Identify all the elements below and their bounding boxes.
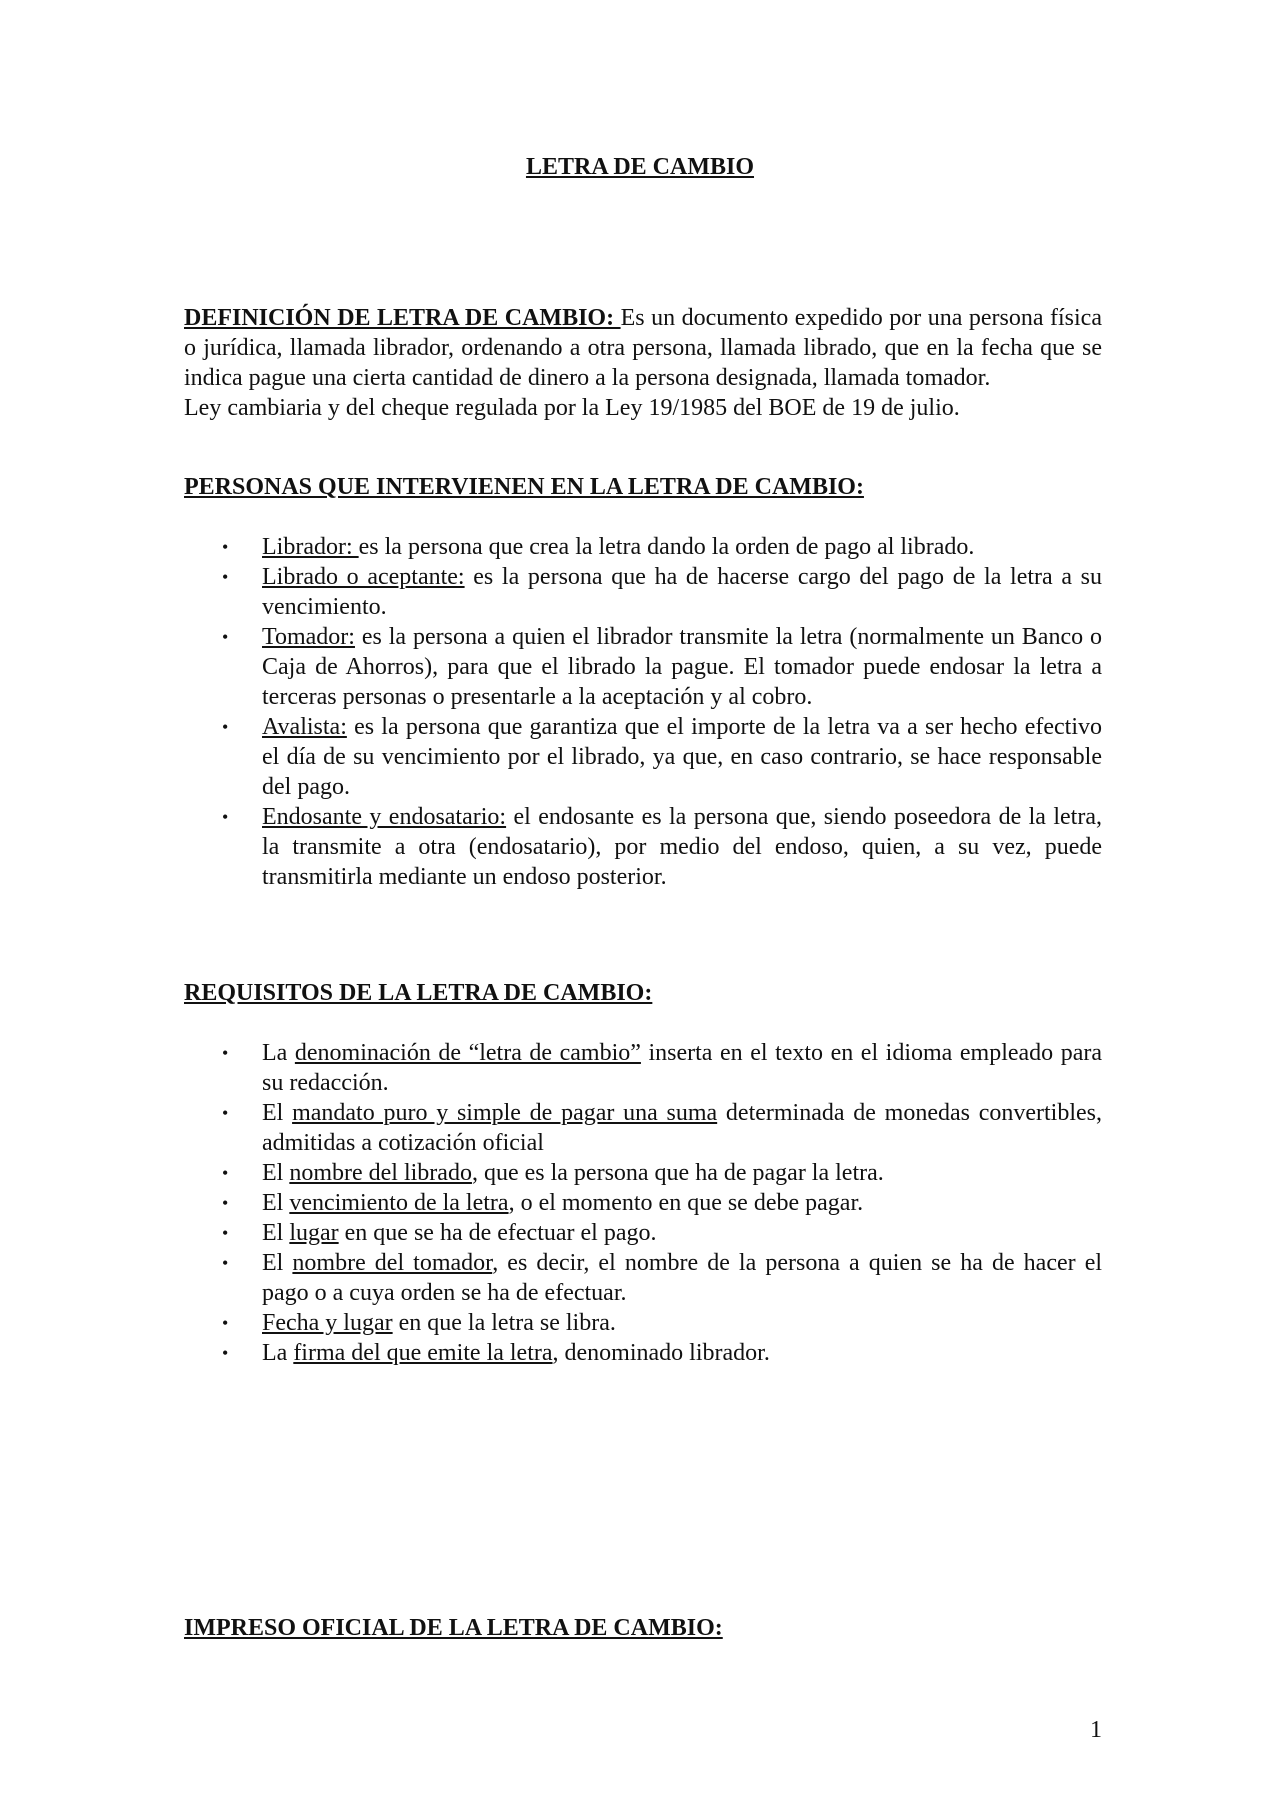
- item-term: Endosante y endosatario:: [262, 804, 507, 830]
- item-text: inserta en el texto en el idioma empleado para su redacción.: [262, 1040, 1103, 1096]
- item-prefix: El: [262, 1160, 290, 1186]
- list-item: [184, 712, 1102, 802]
- definition-heading: DEFINICIÓN DE LETRA DE CAMBIO:: [184, 305, 621, 331]
- bullet-icon: •: [222, 1253, 229, 1273]
- list-item: [184, 1158, 1102, 1188]
- item-term: firma del que emite la letra: [293, 1340, 553, 1366]
- list-item: [184, 1188, 1102, 1218]
- item-prefix: El: [262, 1100, 293, 1126]
- personas-heading: PERSONAS QUE INTERVIENEN EN LA LETRA DE CAMBIO:: [184, 474, 864, 500]
- item-text: es la persona que crea la letra dando la orden de pago al librado.: [358, 534, 975, 560]
- law-reference: Ley cambiaria y del cheque regulada por la Ley 19/1985 del BOE de 19 de julio.: [184, 395, 960, 421]
- page-number: 1: [1090, 1717, 1102, 1743]
- item-text: en que la letra se libra.: [392, 1310, 616, 1336]
- bullet-icon: •: [222, 1223, 229, 1243]
- personas-list: [184, 532, 1102, 892]
- list-item: [184, 532, 1102, 562]
- list-item: [184, 1098, 1102, 1158]
- document-title: LETRA DE CAMBIO: [525, 154, 755, 180]
- personas-section: [184, 472, 1102, 892]
- item-prefix: El: [262, 1220, 290, 1246]
- item-term: denominación de “letra de cambio”: [294, 1040, 641, 1066]
- item-prefix: La: [262, 1040, 295, 1066]
- list-item: [184, 562, 1102, 622]
- list-item: [184, 1038, 1102, 1098]
- bullet-icon: •: [222, 1103, 229, 1123]
- bullet-icon: •: [222, 807, 229, 827]
- item-term: nombre del tomador: [292, 1250, 493, 1276]
- requisitos-list: [184, 1038, 1102, 1368]
- requisitos-heading: REQUISITOS DE LA LETRA DE CAMBIO:: [184, 980, 653, 1006]
- item-text: es la persona a quien el librador transmite la letra (normalmente un Banco o Caja de Ahorros), para que el librado la pague. El tomador puede endosar la letra a terceras personas o presentarle a la aceptación y al cobro.: [262, 624, 1102, 710]
- item-term: lugar: [289, 1220, 339, 1246]
- definition-paragraph: [184, 303, 1102, 393]
- list-item: [184, 622, 1102, 712]
- item-term: Librado o aceptante:: [262, 564, 465, 590]
- item-term: Fecha y lugar: [262, 1310, 393, 1336]
- impreso-section: [184, 1613, 1102, 1643]
- bullet-icon: •: [222, 1313, 229, 1333]
- item-term: Librador:: [262, 534, 359, 560]
- item-prefix: La: [262, 1340, 294, 1366]
- definition-text: Es un documento expedido por una persona física o jurídica, llamada librador, ordenando a otra persona, llamada librado, que en la fecha que se indica pague una cierta cantidad de dinero a la persona designada, llamada tomador.: [184, 305, 1102, 391]
- item-text: en que se ha de efectuar el pago.: [338, 1220, 657, 1246]
- item-term: mandato puro y simple de pagar una suma: [292, 1100, 718, 1126]
- impreso-heading: IMPRESO OFICIAL DE LA LETRA DE CAMBIO:: [184, 1615, 723, 1641]
- item-text: , es decir, el nombre de la persona a quien se ha de hacer el pago o a cuya orden se ha de efectuar.: [262, 1250, 1103, 1306]
- item-text: , denominado librador.: [552, 1340, 770, 1366]
- bullet-icon: •: [222, 1193, 229, 1213]
- bullet-icon: •: [222, 627, 229, 647]
- bullet-icon: •: [222, 1343, 229, 1363]
- list-item: [184, 1248, 1102, 1308]
- item-prefix: El: [262, 1190, 290, 1216]
- list-item: [184, 802, 1102, 892]
- bullet-icon: •: [222, 717, 229, 737]
- list-item: [184, 1338, 1102, 1368]
- item-text: es la persona que garantiza que el importe de la letra va a ser hecho efectivo el día de su vencimiento por el librado, ya que, en caso contrario, se hace responsable del pago.: [262, 714, 1102, 800]
- item-term: Avalista:: [262, 714, 347, 740]
- item-term: vencimiento de la letra: [289, 1190, 509, 1216]
- bullet-icon: •: [222, 1163, 229, 1183]
- list-item: [184, 1308, 1102, 1338]
- item-text: , que es la persona que ha de pagar la letra.: [471, 1160, 884, 1186]
- item-text: es la persona que ha de hacerse cargo del pago de la letra a su vencimiento.: [262, 564, 1102, 620]
- bullet-icon: •: [222, 567, 229, 587]
- definition-section: [184, 303, 1102, 423]
- bullet-icon: •: [222, 1043, 229, 1063]
- requisitos-section: [184, 978, 1102, 1368]
- item-text: determinada de monedas convertibles, admitidas a cotización oficial: [262, 1100, 1103, 1156]
- bullet-icon: •: [222, 537, 229, 557]
- item-term: Tomador:: [262, 624, 355, 650]
- item-term: nombre del librado: [289, 1160, 472, 1186]
- list-item: [184, 1218, 1102, 1248]
- item-text: el endosante es la persona que, siendo poseedora de la letra, la transmite a otra (endosatario), por medio del endoso, quien, a su vez, puede transmitirla mediante un endoso posterior.: [262, 804, 1102, 890]
- item-text: , o el momento en que se debe pagar.: [508, 1190, 864, 1216]
- item-prefix: El: [262, 1250, 293, 1276]
